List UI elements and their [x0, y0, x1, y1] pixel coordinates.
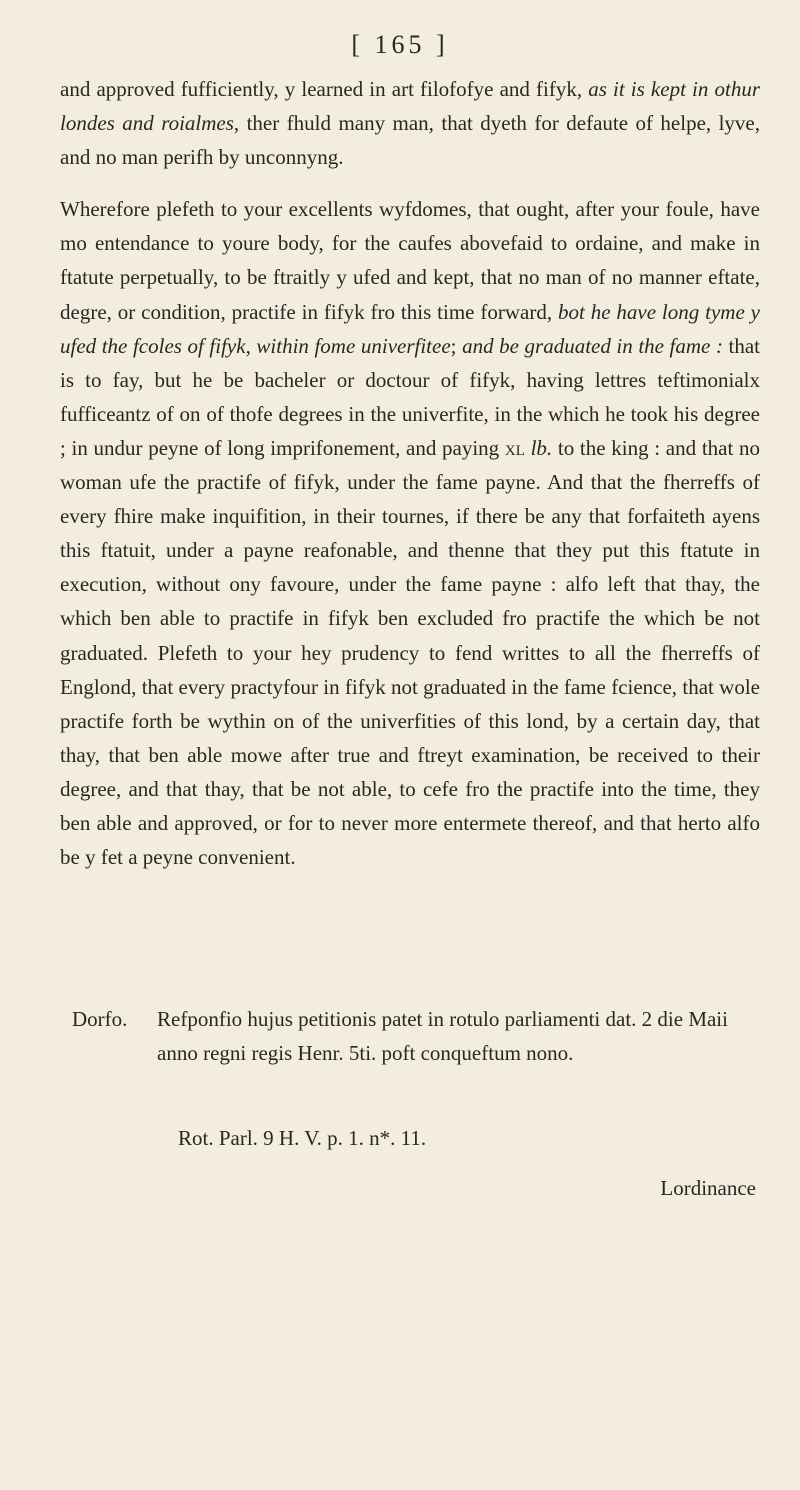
text-run: , ther fhuld many man, that dyeth for defaute of helpe, lyve, and no man perifh by unconnyng. — [60, 111, 760, 170]
text-run: xl — [504, 435, 525, 460]
dorso-label: Dorfo. — [72, 1007, 128, 1031]
text-run: as it is kept in othur londes and roialmes — [60, 77, 760, 136]
dorso-note — [72, 1002, 762, 1070]
text-run: and approved fufficiently, y learned in art filofofye and fifyk, — [60, 77, 589, 101]
paragraph-2 — [60, 192, 760, 874]
text-run: and be graduated in the fame : — [462, 333, 723, 358]
text-run: bot he have long tyme y ufed the fcoles of fifyk — [60, 299, 761, 358]
text-run: , — [245, 333, 257, 358]
text-run: Wherefore plefeth to your excellents wyfdomes, that ought, after your foule, have mo entendance to youre body, for the caufes abovefaid to ordaine, and make in ftatute perpetually, to be ftraitly y ufed and kept, that no man of no manner eftate, degre, or condition, practife in fifyk fro this time forward, — [60, 197, 760, 324]
catchword: Lordinance — [660, 1176, 756, 1200]
dorso-text: Refponfio hujus petitionis patet in rotulo parliamenti dat. 2 die Maii anno regni regis Henr. 5ti. poft conqueftum nono. — [157, 1007, 728, 1065]
page-number: [ 165 ] — [351, 30, 449, 59]
body-text — [60, 72, 760, 874]
paragraph-1 — [60, 72, 760, 174]
text-run: within fome univerfitee — [256, 333, 451, 358]
text-run: ; — [450, 333, 463, 358]
rolls-reference: Rot. Parl. 9 H. V. p. 1. n*. 11. — [178, 1126, 427, 1150]
text-run: that is to fay, but he be bacheler or doctour of fifyk, having lettres teftimonialx fufficeantz of on of thofe degrees in the univerfite, in the which he took his degree ; in undur peyne of long imprifonement, and paying — [60, 333, 760, 460]
text-run: lb. — [530, 435, 553, 460]
text-run: to the king : and that no woman ufe the practife of fifyk, under the fame payne. And that the fherreffs of every fhire make inquifition, in their tournes, if there be any that forfaiteth ayens this ftatuit, under a payne reafonable, and thenne that they put this ftatute in execution, without ony favoure, under the fame payne : alfo left that thay, the which ben able to practife in fifyk ben excluded fro practife the which be not graduated. Plefeth to your hey prudency to fend writtes to all the fherreffs of Englond, that every practyfour in fifyk not graduated in the fame fcience, that wole practife forth be wythin on of the univerfities of this lond, by a certain day, that thay, that ben able mowe after true and ftreyt examination, be received to their degree, and that thay, that be not able, to cefe fro the practife into the time, they ben able and approved, or for to never more entermete thereof, and that herto alfo be y fet a peyne convenient. — [60, 435, 760, 870]
